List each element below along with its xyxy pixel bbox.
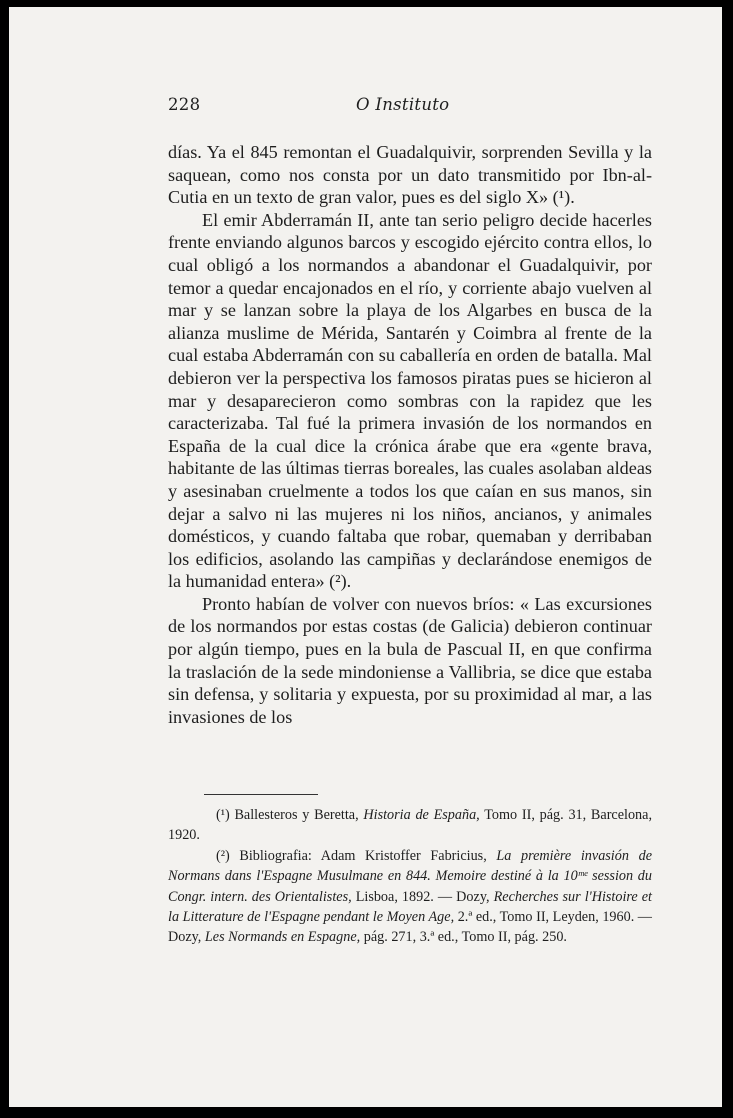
- footnote-2-title-recherches: Recherches sur l'Histoire et la Litterature de l'Espagne pendant le Moyen Age,: [168, 888, 652, 926]
- footnote-2-title-normands: Les Normands en Espagne,: [204, 929, 361, 946]
- footnote-1-marker: (¹): [216, 807, 230, 823]
- footnote-2-details-3: pág. 271, 3.ª ed., Tomo II, pág. 250.: [360, 929, 567, 946]
- footnote-separator: [204, 794, 318, 795]
- footnotes: [168, 805, 652, 948]
- footnote-1-author: Ballesteros y Beretta,: [234, 807, 364, 823]
- footnote-2-intro: Bibliografia: Adam Kristoffer Fabricius,: [239, 847, 497, 864]
- page-number: 228: [168, 95, 201, 114]
- paragraph-abderraman: El emir Abderramán II, ante tan serio peligro decide hacerles frente enviando algunos barcos y escogido ejército contra ellos, lo cual obligó a los normandos a abandonar el Guadalquivir, por temor a quedar encajonados en el río, y corriente abajo vuelven al mar y se lanzan sobre la playa de los Algarbes en busca de la alianza muslime de Mérida, Santarén y Coimbra al frente de la cual estaba Abderramán con su caballería en orden de batalla. Mal debieron ver la perspectiva los famosos piratas pues se hicieron al mar y desaparecieron como sombras con la rapidez que les caracterizaba. Tal fué la primera invasión de los normandos en España de la cual dice la crónica árabe que era «gente brava, habitante de las últimas tierras boreales, las cuales asolaban aldeas y asesinaban cruelmente a todos los que caían en sus manos, sin dejar a salvo ni las mujeres ni los niños, ancianos, y animales domésticos, y cuando faltaba que robar, quemaban y derribaban los edificios, asolando las campiñas y declarándose enemigos de la humanidad entera» (²).: [168, 209, 652, 592]
- page-header: [168, 95, 652, 117]
- running-title: O Instituto: [356, 95, 450, 114]
- footnote-2: [168, 846, 652, 948]
- paragraph-continuation: días. Ya el 845 remontan el Guadalquivir, sorprenden Sevilla y la saquean, como nos consta por un dato transmitido por Ibn-al-Cutia en un texto de gran valor, pues es del siglo X» (¹).: [168, 142, 652, 208]
- footnote-1: [168, 805, 652, 846]
- footnote-2-marker: (²): [216, 847, 230, 864]
- book-page: [9, 7, 722, 1107]
- footnote-2-details-2: 2.ª ed., Tomo II, Leyden, 1960. — Dozy,: [168, 909, 652, 946]
- paragraph-nuevos-brios: Pronto habían de volver con nuevos bríos: « Las excursiones de los normandos por estas costas (de Galicia) debieron continuar por algún tiempo, pues en la bula de Pascual II, en que confirma la traslación de la sede mindoniense a Vallibria, se dice que estaba sin defensa, y solitaria y expuesta, por su proximidad al mar, a las invasiones de los: [168, 593, 652, 727]
- footnote-1-details: Tomo II, pág. 31, Barcelona, 1920.: [168, 807, 652, 844]
- footnote-1-title: Historia de España,: [363, 807, 480, 823]
- footnote-2-details-1: Lisboa, 1892. — Dozy,: [351, 888, 494, 905]
- main-text: [168, 141, 652, 728]
- footnote-2-title-fabricius: La première invasión de Normans dans l'Espagne Musulmane en 844. Memoire destiné à la 10ᵐᵉ session du Congr. intern. des Orientalistes,: [168, 847, 652, 905]
